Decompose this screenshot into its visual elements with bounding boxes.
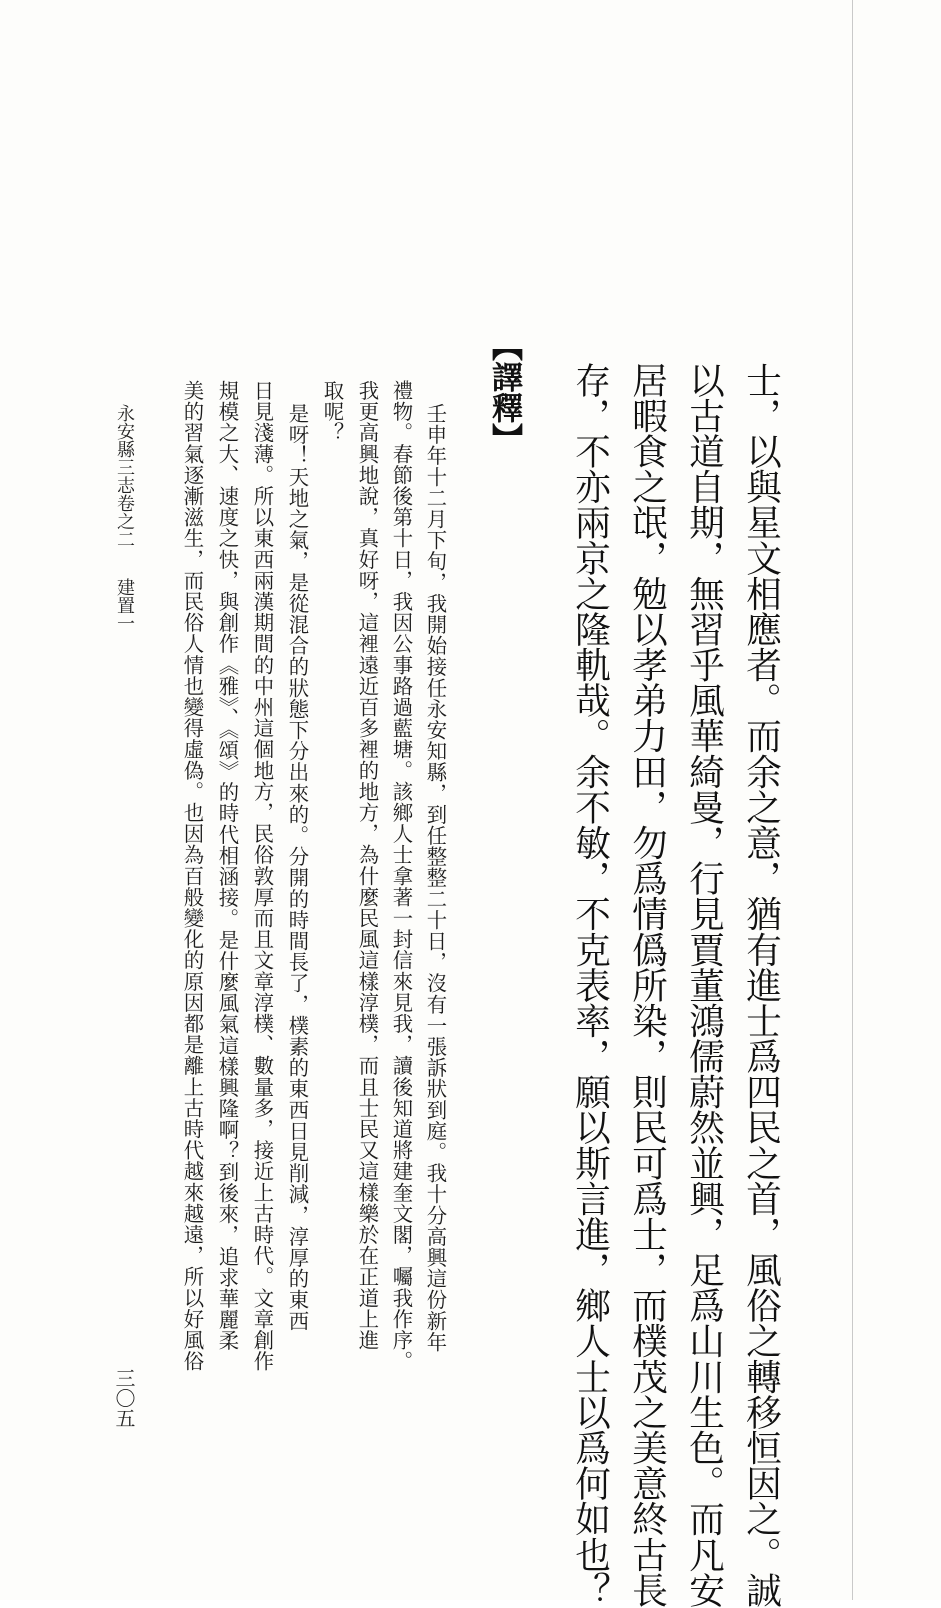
- original-column-4: 存，不亦兩京之隆軌哉。余不敏，不克表率，願以斯言進，鄉人士以爲何如也？: [569, 362, 611, 1608]
- translation-column-3: 我更高興地說，真好呀，這裡遠近百多裡的地方，為什麼民風這樣淳樸，而且士民又這樣樂於在正道上進: [355, 380, 380, 1351]
- translation-column-4: 取呢？: [320, 380, 345, 444]
- translation-column-5: 是呀！天地之氣，是從混合的狀態下分出來的。分開的時間長了，樸素的東西日見削減，淳厚的東西: [285, 403, 310, 1332]
- section-name: 建置一: [114, 578, 135, 632]
- translation-column-7: 規模之大、速度之快，與創作《雅》、《頌》的時代相涵接。是什麼風氣這樣興隆啊？到後來，追求華麗柔: [215, 380, 240, 1352]
- translation-column-6: 日見淺薄。所以東西兩漢期間的中州這個地方，民俗敦厚而且文章淳樸、數量多，接近上古時代。文章創作: [250, 380, 275, 1372]
- translation-column-2: 禮物。春節後第十日，我因公事路過藍塘。該鄉人士拿著一封信來見我，讀後知道將建奎文閣，囑我作序。: [389, 380, 414, 1372]
- page-number: 三〇五: [112, 1368, 136, 1428]
- book-title: 永安縣三志卷之二: [114, 404, 135, 548]
- scan-edge-line: [852, 0, 853, 1600]
- original-column-3: 居暇食之氓，勉以孝弟力田，勿爲情僞所染，則民可爲士，而樸茂之美意終古長: [626, 362, 668, 1608]
- original-column-1: 士，以與星文相應者。而余之意，猶有進士爲四民之首，風俗之轉移恒因之。誠: [740, 362, 782, 1608]
- translation-column-8: 美的習氣逐漸滋生，而民俗人情也變得虛偽。也因為百般變化的原因都是離上古時代越來越遠，所以好風俗: [180, 380, 205, 1372]
- translation-heading: 【譯釋】: [486, 330, 522, 454]
- translation-column-1: 壬申年十二月下旬，我開始接任永安知縣，到任整整二十日，沒有一張訴狀到庭。我十分高興這份新年: [423, 403, 448, 1353]
- original-column-2: 以古道自期，無習乎風華綺曼，行見賈董鴻儒蔚然並興，足爲山川生色。而凡安: [683, 362, 725, 1608]
